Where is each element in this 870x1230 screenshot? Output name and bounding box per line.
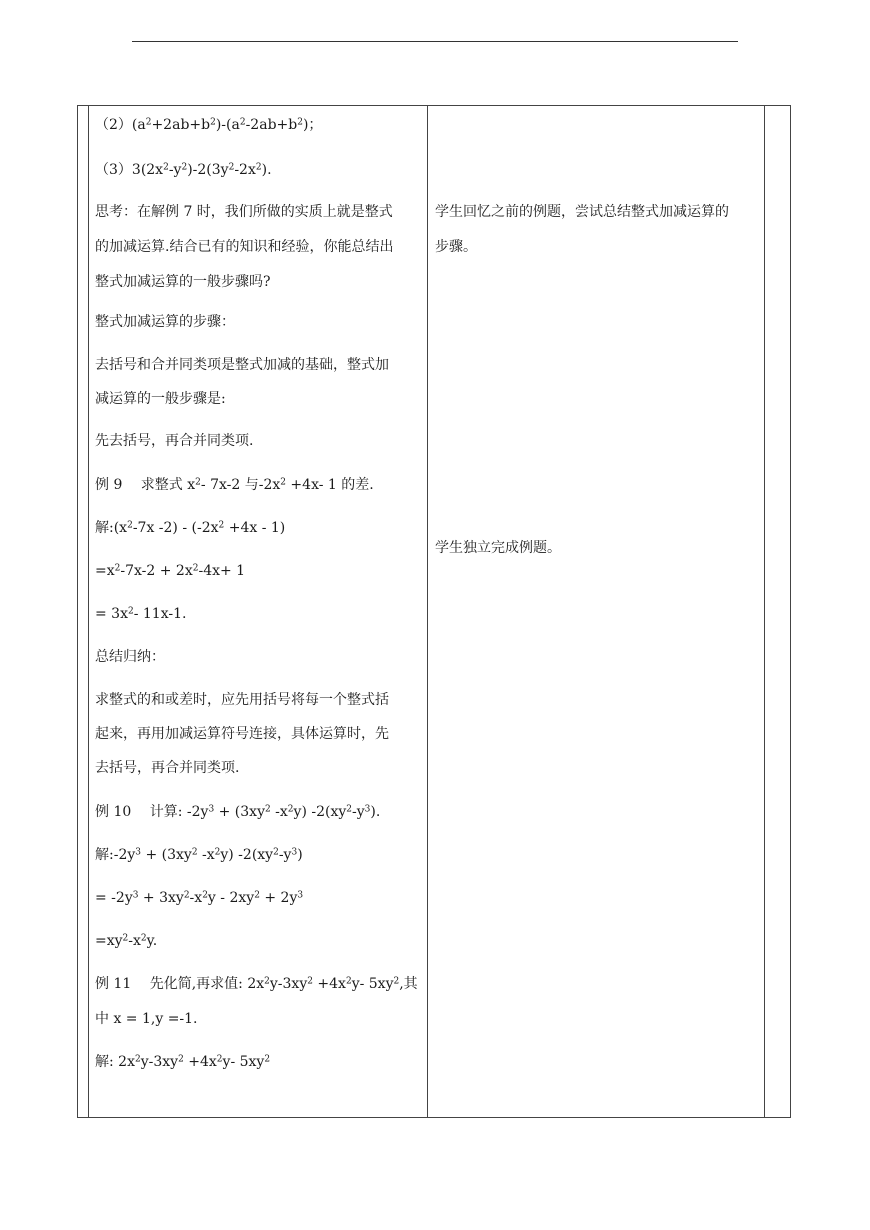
steps-rule: 先去括号，再合并同类项. xyxy=(95,433,254,449)
summary-line-2: 起来，再用加减运算符号连接，具体运算时，先 xyxy=(95,726,389,742)
table-column-divider xyxy=(427,106,428,1117)
solution-9-line-1: 解$:(x^2-7x$ $-2) - (-2x^2 +4x - 1)$ xyxy=(95,520,286,536)
solution-10-line-1: 解$:-2y^3 + (3xy^2$ $-x^2y$) $-2(xy^2-y^3)$ xyxy=(95,847,303,863)
summary-line-3: 去括号，再合并同类项. xyxy=(95,760,240,776)
think-line-2: 的加减运算.结合已有的知识和经验，你能总结出 xyxy=(95,239,394,255)
table-inner-left-border xyxy=(88,106,89,1117)
example-9: 例 9 求整式 $x^2-$ 7x-2 与$-2x^2 +4x-$ 1 的差. xyxy=(95,477,374,493)
example-11-line-1: 例 11 先化简,再求值: $2x^2y-3xy^2 +4x^2y-$ $5xy^2$,其 xyxy=(95,976,418,992)
steps-desc-1: 去括号和合并同类项是整式加减的基础，整式加 xyxy=(95,357,389,373)
student-note-1-line-2: 步骤。 xyxy=(435,239,477,255)
student-note-2: 学生独立完成例题。 xyxy=(435,540,561,556)
exercise-2: $(2)(a^2+2ab+b^2)-(a^2-2ab+b^2)$； xyxy=(95,117,323,133)
header-rule xyxy=(132,41,738,42)
think-line-1: 思考：在解例 7 时，我们所做的实质上就是整式 xyxy=(95,204,393,220)
solution-10-line-3: $=xy^2-x^2y$. xyxy=(95,933,158,949)
example-10: 例 10 计算: $-2y^3 + (3xy^2$ $-x^2y$) $-2(xy^2-y^3)$. xyxy=(95,804,381,820)
think-line-3: 整式加减运算的一般步骤吗? xyxy=(95,274,271,290)
example-11-line-2: 中 x = 1,y =-1. xyxy=(95,1011,198,1027)
solution-9-line-3: = $3x^2-$ 11x-1. xyxy=(95,606,187,622)
lesson-table xyxy=(77,105,791,1118)
steps-desc-2: 减运算的一般步骤是: xyxy=(95,391,226,407)
table-column-divider-2 xyxy=(764,106,765,1117)
student-note-1-line-1: 学生回忆之前的例题，尝试总结整式加减运算的 xyxy=(435,204,729,220)
summary-title: 总结归纳： xyxy=(95,649,165,665)
solution-9-line-2: $=x^2-7x-2 + 2x^2-4x+ 1$ xyxy=(95,563,246,579)
solution-11-line-1: 解: $2x^2y-3xy^2 +4x^2y-$ $5xy^2$ xyxy=(95,1054,271,1070)
summary-line-1: 求整式的和或差时，应先用括号将每一个整式括 xyxy=(95,692,389,708)
solution-10-line-2: = $-2y^3 + 3xy^2-x^2y - 2xy^2 + 2y^3$ xyxy=(95,890,304,906)
steps-title: 整式加减运算的步骤： xyxy=(95,314,235,330)
exercise-3: $(3)3(2x^2-y^2)-2(3y^2-2x^2)$. xyxy=(95,162,272,178)
